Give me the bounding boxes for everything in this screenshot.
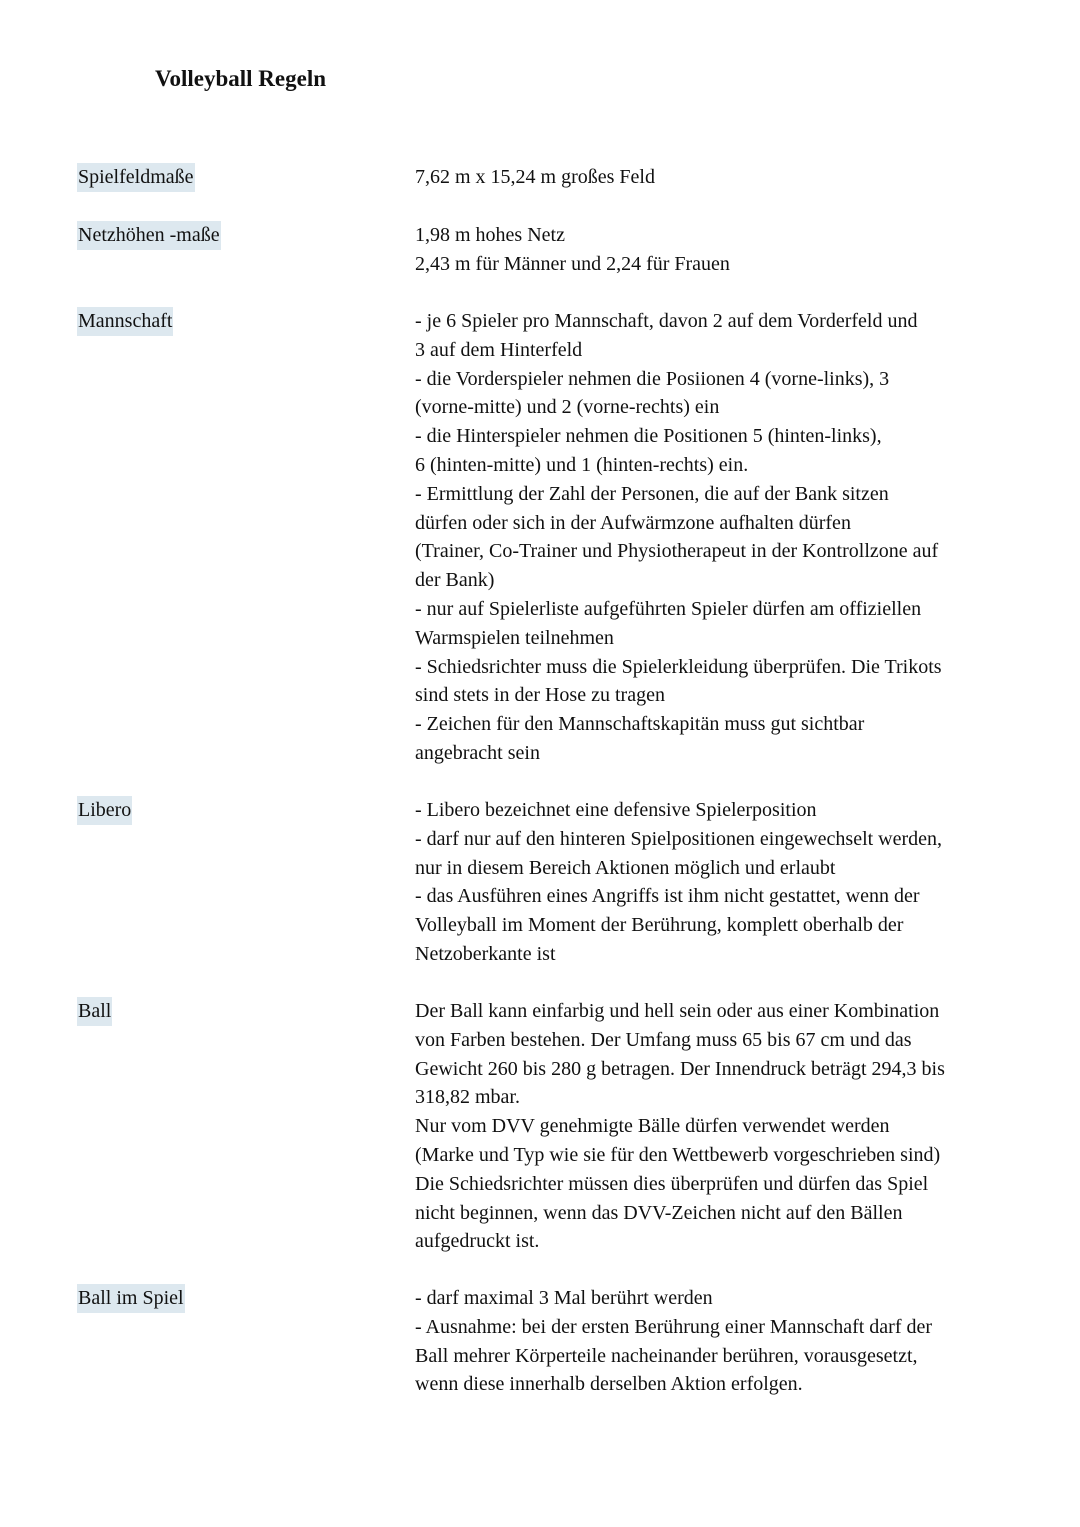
text-line: dürfen oder sich in der Aufwärmzone aufhalten dürfen xyxy=(415,511,851,534)
text-line: nur in diesem Bereich Aktionen möglich und erlaubt xyxy=(415,856,836,879)
text-line: 2,43 m für Männer und 2,24 für Frauen xyxy=(415,252,730,275)
section-label: Spielfeldmaße xyxy=(77,163,195,192)
text-line: 318,82 mbar. xyxy=(415,1086,520,1109)
text-line: wenn diese innerhalb derselben Aktion erfolgen. xyxy=(415,1373,803,1396)
text-line: - Ermittlung der Zahl der Personen, die auf der Bank sitzen xyxy=(415,482,889,505)
text-line: (Trainer, Co-Trainer und Physiotherapeut in der Kontrollzone auf xyxy=(415,540,939,563)
text-line: - darf maximal 3 Mal berührt werden xyxy=(415,1287,713,1309)
section-content xyxy=(415,221,1005,279)
text-line: 6 (hinten-mitte) und 1 (hinten-rechts) ein. xyxy=(415,453,749,476)
text-line: Ball mehrer Körperteile nacheinander berühren, vorausgesetzt, xyxy=(415,1344,918,1367)
section-label: Ball im Spiel xyxy=(77,1284,185,1313)
text-line: 1,98 m hohes Netz xyxy=(415,224,565,246)
text-line: Netzoberkante ist xyxy=(415,942,556,965)
text-line: aufgedruckt ist. xyxy=(415,1230,540,1253)
text-line: - je 6 Spieler pro Mannschaft, davon 2 auf dem Vorderfeld und xyxy=(415,310,918,332)
text-line: - das Ausführen eines Angriffs ist ihm nicht gestattet, wenn der xyxy=(415,885,920,908)
section-content xyxy=(415,796,1005,969)
text-line: Warmspielen teilnehmen xyxy=(415,626,614,649)
document-title: Volleyball Regeln xyxy=(155,66,327,91)
section-content xyxy=(415,163,1005,192)
section-label: Mannschaft xyxy=(77,307,173,336)
section-label: Ball xyxy=(77,997,112,1026)
text-line: der Bank) xyxy=(415,569,495,592)
text-line: - Schiedsrichter muss die Spielerkleidung überprüfen. Die Trikots xyxy=(415,655,942,678)
text-line: Volleyball im Moment der Berührung, komplett oberhalb der xyxy=(415,914,904,937)
text-line: Nur vom DVV genehmigte Bälle dürfen verwendet werden xyxy=(415,1115,890,1138)
text-line: Der Ball kann einfarbig und hell sein oder aus einer Kombination xyxy=(415,1000,940,1022)
text-line: sind stets in der Hose zu tragen xyxy=(415,684,665,707)
text-line: (vorne-mitte) und 2 (vorne-rechts) ein xyxy=(415,396,720,419)
section-label: Libero xyxy=(77,796,132,825)
text-line: - nur auf Spielerliste aufgeführten Spieler dürfen am offiziellen xyxy=(415,597,922,620)
text-line: (Marke und Typ wie sie für den Wettbewerb vorgeschrieben sind) xyxy=(415,1143,941,1166)
section-label: Netzhöhen -maße xyxy=(77,221,221,250)
text-line: - Zeichen für den Mannschaftskapitän muss gut sichtbar xyxy=(415,713,865,736)
section-content xyxy=(415,307,1005,768)
text-line: - Ausnahme: bei der ersten Berührung einer Mannschaft darf der xyxy=(415,1315,933,1338)
text-line: Gewicht 260 bis 280 g betragen. Der Innendruck beträgt 294,3 bis xyxy=(415,1057,945,1080)
text-line: 7,62 m x 15,24 m großes Feld xyxy=(415,166,655,188)
text-line: Die Schiedsrichter müssen dies überprüfen und dürfen das Spiel xyxy=(415,1172,929,1195)
text-line: - darf nur auf den hinteren Spielpositionen eingewechselt werden, xyxy=(415,827,943,850)
text-line: von Farben bestehen. Der Umfang muss 65 bis 67 cm und das xyxy=(415,1028,912,1051)
text-line: 3 auf dem Hinterfeld xyxy=(415,338,583,361)
text-line: angebracht sein xyxy=(415,741,540,764)
text-line: - die Hinterspieler nehmen die Positionen 5 (hinten-links), xyxy=(415,425,882,448)
section-content xyxy=(415,1284,1005,1399)
text-line: - die Vorderspieler nehmen die Posiionen 4 (vorne-links), 3 xyxy=(415,367,890,390)
text-line: nicht beginnen, wenn das DVV-Zeichen nicht auf den Bällen xyxy=(415,1201,903,1224)
section-content xyxy=(415,997,1005,1256)
text-line: - Libero bezeichnet eine defensive Spielerposition xyxy=(415,799,817,821)
